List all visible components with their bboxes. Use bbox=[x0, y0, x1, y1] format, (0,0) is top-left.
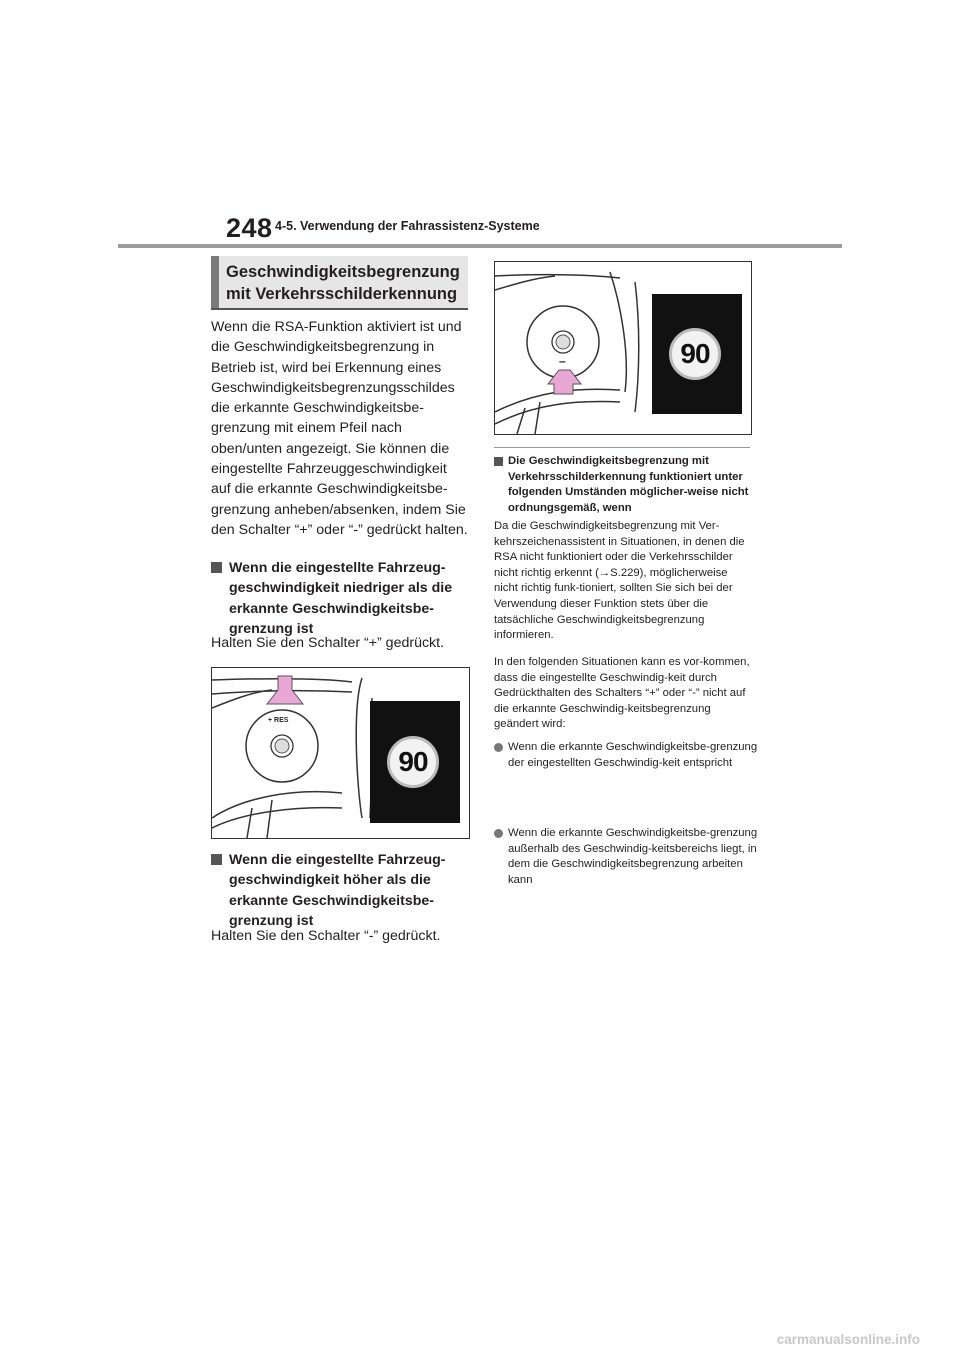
bullet-item bbox=[494, 826, 766, 888]
section-divider bbox=[211, 308, 468, 310]
case1-heading bbox=[211, 558, 468, 639]
display-panel bbox=[652, 294, 742, 414]
section-title-line2: mit Verkehrsschilderkennung bbox=[226, 285, 458, 303]
intro-paragraph: Wenn die RSA-Funktion aktiviert ist und die Geschwindigkeitsbegrenzung in Betrieb ist, wird bei Erkennung eines Geschwindigkeitsbegrenzungsschildes die erkannte Geschwindigkeitsbe-grenzung mit einem Pfeil nach oben/unten angezeigt. Sie können die eingestellte Fahrzeuggeschwindigkeit auf die erkannte Geschwindigkeitsbe-grenzung anheben/absenken, indem Sie den Schalter “+” oder “-” gedrückt halten. bbox=[211, 319, 468, 538]
speed-limit-sign: 90 bbox=[387, 736, 439, 788]
bullet-text: Wenn die erkannte Geschwindigkeitsbe-grenzung der eingestellten Geschwindig-keit entspricht bbox=[508, 741, 758, 769]
case2-text: Halten Sie den Schalter “-” gedrückt. bbox=[211, 928, 441, 944]
speed-limit-sign: 90 bbox=[669, 328, 721, 380]
minus-switch-label: – bbox=[559, 354, 566, 368]
case2-heading-text: Wenn die eingestellte Fahrzeug-geschwindigkeit höher als die erkannte Geschwindigkeitsbe-grenzung ist bbox=[229, 852, 446, 929]
header-divider bbox=[118, 244, 842, 248]
bullet-text: Wenn die erkannte Geschwindigkeitsbe-grenzung außerhalb des Geschwindig-keitsbereichs liegt, in dem die Geschwindigkeitsbegrenzung arbeiten kann bbox=[508, 827, 758, 886]
note-heading bbox=[494, 454, 752, 516]
square-bullet-icon bbox=[211, 562, 222, 573]
display-panel bbox=[370, 701, 460, 823]
figure-plus-switch bbox=[211, 667, 470, 839]
bullet-item bbox=[494, 740, 766, 771]
case2-heading bbox=[211, 850, 468, 931]
case1-text: Halten Sie den Schalter “+” gedrückt. bbox=[211, 635, 445, 651]
figure-minus-switch bbox=[494, 261, 752, 435]
round-bullet-icon bbox=[494, 743, 503, 752]
note-divider bbox=[494, 447, 750, 448]
note-heading-text: Die Geschwindigkeitsbegrenzung mit Verkehrsschilderkennung funktioniert unter folgenden Umständen möglicher-weise nicht ordnungsgemäß, wenn bbox=[508, 455, 749, 514]
note-paragraph-1: Da die Geschwindigkeitsbegrenzung mit Ver-kehrszeichenassistent in Situationen, in denen die RSA nicht funktioniert oder die Verkehrsschilder nicht richtig erkennt (→S.229), möglicherweise nicht richtig funk-tioniert, sollten Sie sich bei der Verwendung dieser Funktion stets über die tatsächliche Geschwindigkeitsbegrenzung informieren. bbox=[494, 520, 745, 642]
section-title-line1: Geschwindigkeitsbegrenzung bbox=[226, 263, 460, 281]
watermark: carmanualsonline.info bbox=[776, 1332, 920, 1347]
note-paragraph-2: In den folgenden Situationen kann es vor-kommen, dass die eingestellte Geschwindig-keit durch Gedrückthalten des Schalters “+” oder “-” nicht auf die erkannte Geschwindig-keitsbegrenzung geändert wird: bbox=[494, 656, 750, 731]
square-bullet-icon bbox=[494, 457, 503, 466]
res-switch-label: + RES bbox=[268, 717, 289, 724]
square-bullet-icon bbox=[211, 854, 222, 865]
section-heading bbox=[211, 256, 468, 308]
chapter-title: 4-5. Verwendung der Fahrassistenz-Systeme bbox=[275, 219, 540, 233]
round-bullet-icon bbox=[494, 829, 503, 838]
case1-heading-text: Wenn die eingestellte Fahrzeug-geschwindigkeit niedriger als die erkannte Geschwindigkeitsbe-grenzung ist bbox=[229, 560, 453, 637]
page-number: 248 bbox=[226, 213, 273, 243]
